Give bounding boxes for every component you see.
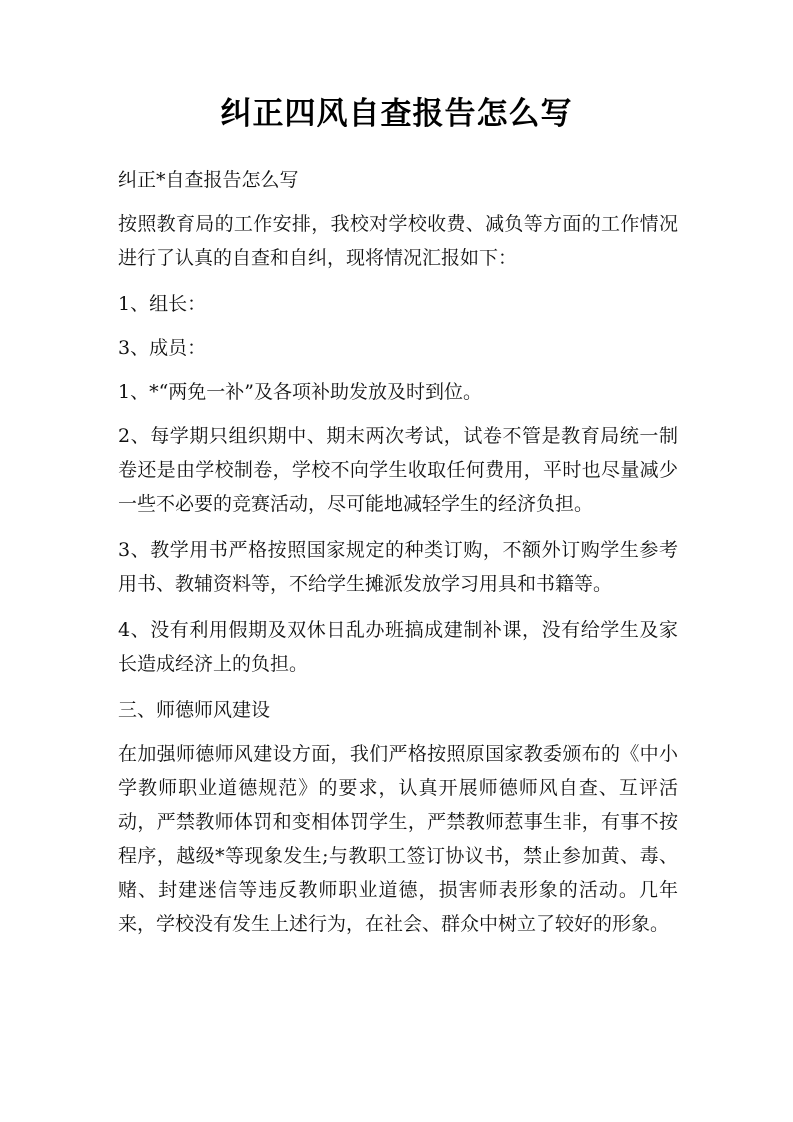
document-title: 纠正四风自查报告怎么写 bbox=[220, 96, 573, 132]
subtitle-paragraph: 纠正*自查报告怎么写 bbox=[118, 169, 299, 191]
holiday-class-paragraph: 4、没有利用假期及双休日乱办班搞成建制补课，没有给学生及家长造成经济上的负担。 bbox=[118, 619, 678, 675]
textbook-paragraph: 3、教学用书严格按照国家规定的种类订购，不额外订购学生参考用书、教辅资料等，不给学生摊派发放学习用具和书籍等。 bbox=[118, 539, 678, 595]
subsidy-paragraph: 1、*“两免一补”及各项补助发放及时到位。 bbox=[118, 381, 483, 403]
leader-paragraph: 1、组长： bbox=[118, 293, 207, 315]
ethics-paragraph: 在加强师德师风建设方面，我们严格按照原国家教委颁布的《中小学教师职业道德规范》的要求，认真开展师德师风自查、互评活动，严禁教师体罚和变相体罚学生，严禁教师惹事生非，有事不按程序，越级*等现象发生;与教职工签订协议书，禁止参加黄、毒、赌、封建迷信等违反教师职业道德，损害师表形象的活动。几年来，学校没有发生上述行为，在社会、群众中树立了较好的形象。 bbox=[118, 743, 678, 935]
intro-paragraph: 按照教育局的工作安排，我校对学校收费、减负等方面的工作情况进行了认真的自查和自纠，现将情况汇报如下： bbox=[118, 213, 678, 269]
document-body bbox=[118, 163, 678, 953]
section-heading: 三、师德师风建设 bbox=[118, 699, 271, 721]
members-paragraph: 3、成员： bbox=[118, 337, 207, 359]
exam-paragraph: 2、每学期只组织期中、期末两次考试，试卷不管是教育局统一制卷还是由学校制卷，学校不向学生收取任何费用，平时也尽量减少一些不必要的竞赛活动，尽可能地减轻学生的经济负担。 bbox=[118, 425, 678, 515]
